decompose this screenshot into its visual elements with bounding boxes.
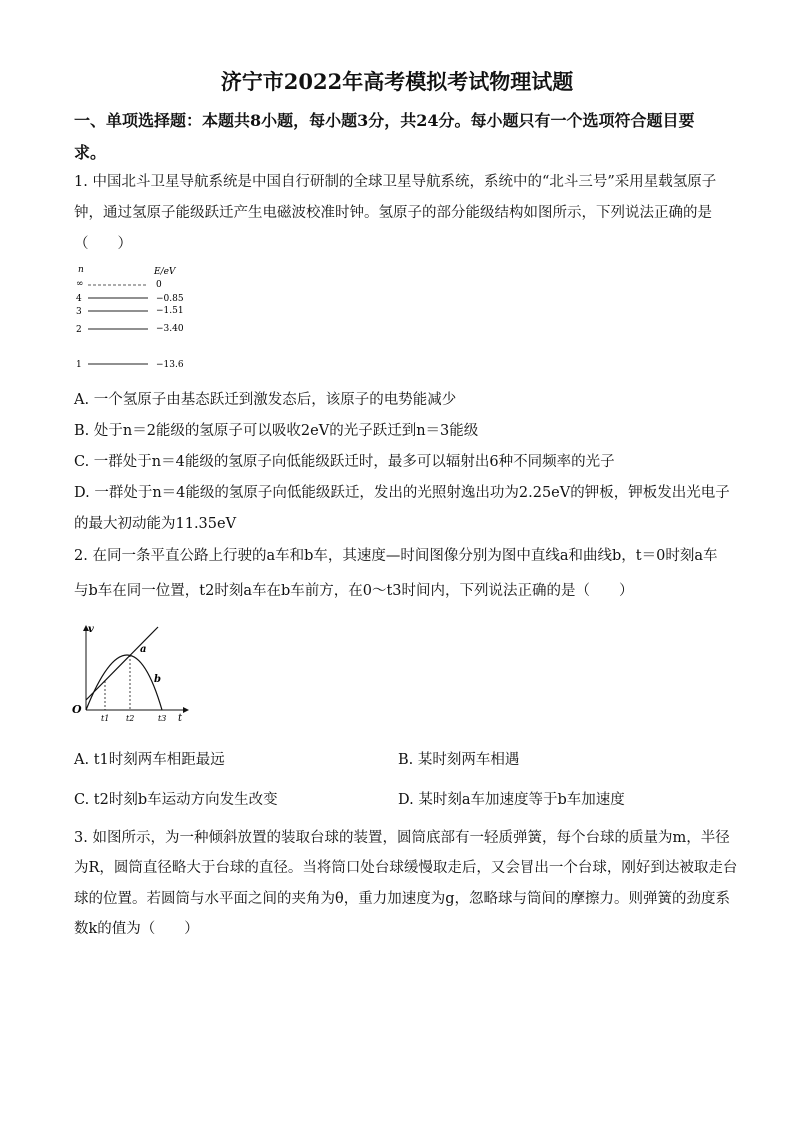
energy-level-diagram [70,262,210,374]
q1-stem-line2: 钟，通过氢原子能级跃迁产生电磁波校准时钟。氢原子的部分能级结构如图所示，下列说法正确的是 [74,205,712,221]
level-energy-label: −1.51 [156,306,184,316]
level-energy-label: −13.6 [156,360,184,370]
n-axis-label: n [78,265,84,275]
level-n-label: 3 [76,307,82,317]
q1-option-d-line2: 的最大初动能为11.35eV [74,516,237,532]
q3-stem-line2: 为R，圆筒直径略大于台球的直径。当将筒口处台球缓慢取走后，又会冒出一个台球，刚好到达被取走台 [74,860,738,876]
section-heading-line2: 求。 [74,143,107,162]
page-title: 济宁市2022年高考模拟考试物理试题 [220,69,574,94]
level-energy-label: −0.85 [156,294,184,304]
q1-option-a: A. 一个氢原子由基态跃迁到激发态后，该原子的电势能减少 [74,392,457,408]
level-n-label: 4 [76,294,82,304]
t2-label: t2 [126,714,135,723]
line-a [86,627,158,700]
curve-b [86,655,162,710]
curve-b-label: b [154,674,161,685]
t1-label: t1 [101,714,110,723]
level-energy-label: −3.40 [156,324,184,334]
q2-option-a: A. t1时刻两车相距最远 [74,752,225,768]
t-axis-label: t [178,713,183,724]
q1-option-d-line1: D. 一群处于n＝4能级的氢原子向低能级跃迁，发出的光照射逸出功为2.25eV的钾板，钾板发出光电子 [74,485,730,501]
level-n-label: ∞ [76,279,84,289]
q2-option-b: B. 某时刻两车相遇 [398,752,520,768]
q3-stem-line1: 3. 如图所示，为一种倾斜放置的装取台球的装置，圆筒底部有一轻质弹簧，每个台球的质量为m，半径 [74,830,730,846]
level-n-label: 2 [76,325,82,335]
energy-axis-label: E/eV [154,267,176,277]
q2-option-c: C. t2时刻b车运动方向发生改变 [74,792,278,808]
origin-label: O [72,703,82,716]
v-axis-label: v [88,624,94,635]
q3-stem-line3: 球的位置。若圆筒与水平面之间的夹角为θ，重力加速度为g，忽略球与筒间的摩擦力。则弹簧的劲度系 [74,891,731,907]
t3-label: t3 [158,714,167,723]
q2-stem-line2: 与b车在同一位置，t2时刻a车在b车前方，在0～t3时间内，下列说法正确的是（ ） [74,583,634,599]
line-a-label: a [140,644,147,655]
q2-stem-line1: 2. 在同一条平直公路上行驶的a车和b车，其速度—时间图像分别为图中直线a和曲线b，t＝0时刻a车 [74,548,718,564]
q1-option-c: C. 一群处于n＝4能级的氢原子向低能级跃迁时，最多可以辐射出6种不同频率的光子 [74,454,615,470]
q3-stem-line4: 数k的值为（ ） [74,921,199,937]
velocity-time-graph [68,620,198,728]
level-n-label: 1 [76,360,82,370]
q1-stem-line1: 1. 中国北斗卫星导航系统是中国自行研制的全球卫星导航系统，系统中的“北斗三号”采用星载氢原子 [74,174,717,190]
section-heading-line1: 一、单项选择题：本题共8小题，每小题3分，共24分。每小题只有一个选项符合题目要 [74,111,695,130]
q1-option-b: B. 处于n＝2能级的氢原子可以吸收2eV的光子跃迁到n＝3能级 [74,423,479,439]
level-energy-label: 0 [156,280,162,290]
q2-option-d: D. 某时刻a车加速度等于b车加速度 [398,792,625,808]
q1-stem-line3: （ ） [74,236,132,252]
